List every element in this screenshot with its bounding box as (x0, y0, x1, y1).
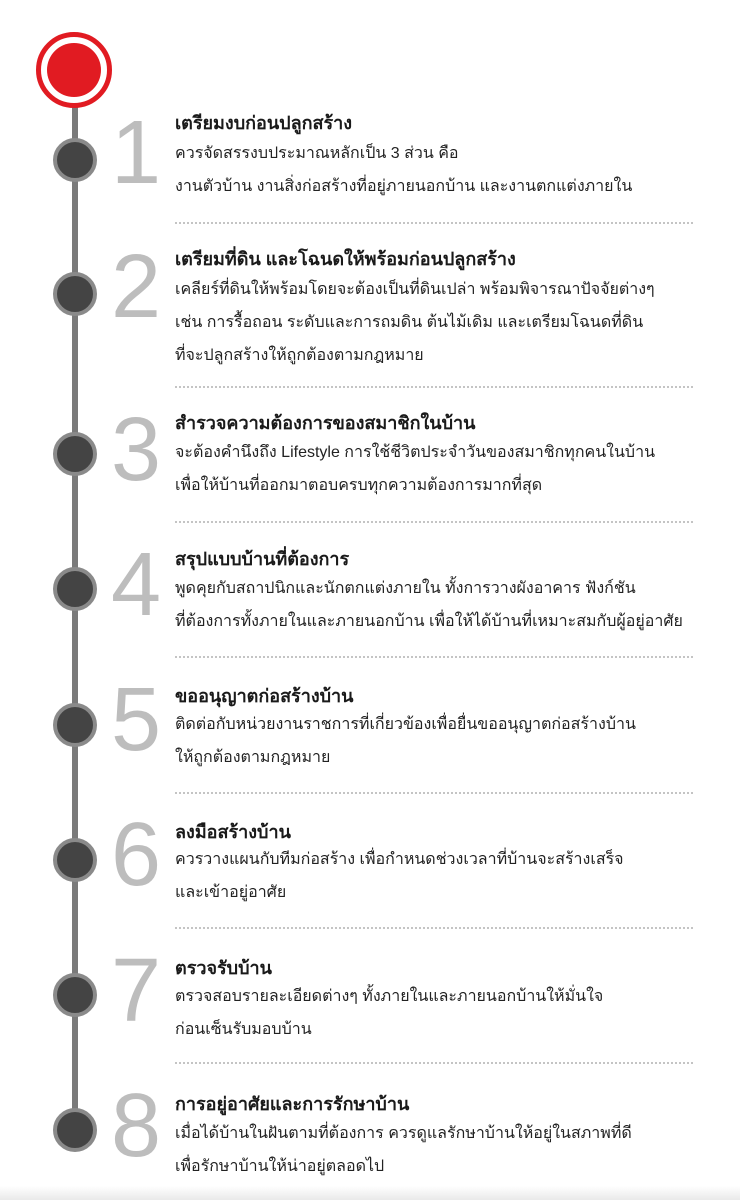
description-line: ให้ถูกต้องตามกฎหมาย (175, 749, 331, 766)
step-number: 5 (110, 670, 162, 770)
step-title: การอยู่อาศัยและการรักษาบ้าน (175, 1094, 410, 1114)
step-divider (175, 927, 693, 929)
description-line: และเข้าอยู่อาศัย (175, 884, 287, 901)
step-divider (175, 386, 693, 388)
start-marker (36, 32, 112, 108)
description-line: เช่น การรื้อถอน ระดับและการถมดิน ต้นไม้เดิม และเตรียมโฉนดที่ดิน (175, 314, 644, 331)
step-divider (175, 656, 693, 658)
start-marker-dot (47, 43, 101, 97)
description-line: ติดต่อกับหน่วยงานราชการที่เกี่ยวข้องเพื่อยื่นขออนุญาตก่อสร้างบ้าน (175, 716, 636, 733)
step-number: 1 (110, 103, 162, 203)
step-divider (175, 521, 693, 523)
description-line: ก่อนเซ็นรับมอบบ้าน (175, 1021, 312, 1038)
description-line: งานตัวบ้าน งานสิ่งก่อสร้างที่อยู่ภายนอกบ้าน และงานตกแต่งภายใน (175, 178, 633, 195)
step-description (175, 843, 624, 909)
description-line: เพื่อรักษาบ้านให้น่าอยู่ตลอดไป (175, 1158, 385, 1175)
step-divider (175, 792, 693, 794)
step-divider (175, 222, 693, 224)
description-line: พูดคุยกับสถาปนิกและนักตกแต่งภายใน ทั้งการวางผังอาคาร ฟังก์ชัน (175, 580, 636, 597)
step-description (175, 708, 636, 774)
step-node (53, 838, 97, 882)
step-title: ลงมือสร้างบ้าน (175, 822, 291, 842)
step-node (53, 432, 97, 476)
description-line: ที่จะปลูกสร้างให้ถูกต้องตามกฎหมาย (175, 347, 424, 364)
step-title: ขออนุญาตก่อสร้างบ้าน (175, 686, 354, 706)
description-line: ควรจัดสรรงบประมาณหลักเป็น 3 ส่วน คือ (175, 145, 459, 162)
description-line: ควรวางแผนกับทีมก่อสร้าง เพื่อกำหนดช่วงเวลาที่บ้านจะสร้างเสร็จ (175, 851, 624, 868)
description-line: จะต้องคำนึงถึง Lifestyle การใช้ชีวิตประจำวันของสมาชิกทุกคนในบ้าน (175, 444, 656, 461)
step-divider (175, 1062, 693, 1064)
footer-band (0, 1186, 740, 1200)
description-line: ที่ต้องการทั้งภายในและภายนอกบ้าน เพื่อให้ได้บ้านที่เหมาะสมกับผู้อยู่อาศัย (175, 613, 683, 630)
step-title: สำรวจความต้องการของสมาชิกในบ้าน (175, 413, 476, 433)
step-number: 3 (110, 400, 162, 500)
step-node (53, 138, 97, 182)
description-line: ตรวจสอบรายละเอียดต่างๆ ทั้งภายในและภายนอกบ้านให้มั่นใจ (175, 988, 604, 1005)
step-description (175, 436, 655, 502)
step-node (53, 1108, 97, 1152)
step-node (53, 973, 97, 1017)
description-line: เพื่อให้บ้านที่ออกมาตอบครบทุกความต้องการมากที่สุด (175, 477, 543, 494)
step-node (53, 567, 97, 611)
step-description (175, 572, 683, 638)
step-number: 6 (110, 805, 162, 905)
step-number: 4 (110, 535, 162, 635)
step-description (175, 273, 655, 372)
step-node (53, 272, 97, 316)
step-description (175, 137, 632, 203)
step-title: ตรวจรับบ้าน (175, 958, 272, 978)
step-description (175, 980, 603, 1046)
step-number: 7 (110, 941, 162, 1041)
step-title: สรุปแบบบ้านที่ต้องการ (175, 549, 350, 569)
description-line: เมื่อได้บ้านในฝันตามที่ต้องการ ควรดูแลรักษาบ้านให้อยู่ในสภาพที่ดี (175, 1125, 632, 1142)
description-line: เคลียร์ที่ดินให้พร้อมโดยจะต้องเป็นที่ดินเปล่า พร้อมพิจารณาปัจจัยต่างๆ (175, 281, 655, 298)
step-number: 8 (110, 1076, 162, 1176)
step-title: เตรียมที่ดิน และโฉนดให้พร้อมก่อนปลูกสร้าง (175, 249, 516, 269)
step-node (53, 703, 97, 747)
step-number: 2 (110, 237, 162, 337)
step-title: เตรียมงบก่อนปลูกสร้าง (175, 113, 353, 133)
step-description (175, 1117, 632, 1183)
